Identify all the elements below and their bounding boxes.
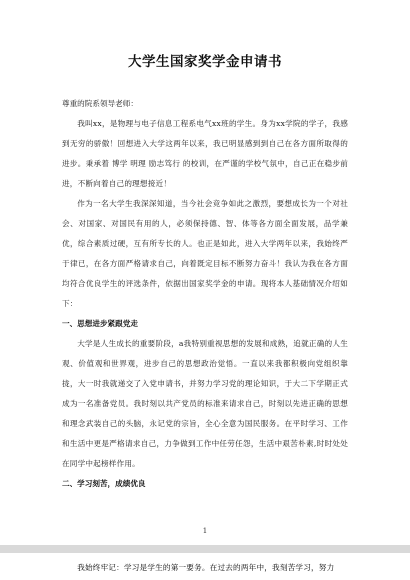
paragraph: 我叫xx，是物理与电子信息工程系电气xx班的学生。身为xx学院的学子，我感到无穷的骄傲！回想进入大学这两年以来，我已明显感到到自己在各方面所取得的进步。秉承着 博学 明理 励志笃行 的校训，在严谨的学校气氛中，自己正在稳步前进，不断向着自己的理想接近！ (62, 119, 348, 188)
paragraph: 大学是人生成长的重要阶段，a我特别重视思想的发展和成熟，追就正确的人生观、价值观和世界观，进步自己的思想政治觉悟。一直以来我都积极向党组织靠拢，大一时我就递交了入党申请书，并努力学习党的理论知识，于大二下学期正式成为一名准备党员。我时刻以共产党员的标准来请求自己，时刻以先进正确的思想和理念武装自己的头脑，永记党的宗旨，全心全意为国民服务。在平时学习、工作和生活中更是严格请求自己，力争做到工作中任劳任怨，生活中艰苦朴素,时时处处在同学中起榜样作用。 (62, 339, 348, 468)
paragraph: 作为一名大学生我深深知道，当今社会竞争如此之激烈，要想成长为一个对社会、对国家、对国民有用的人，必须保持德、智、体等各方面全面发展，品学兼优，综合素质过硬，互有所专长的人。也正是如此，进入大学两年以来，我始终严于律已，在各方面严格请求自己，向着既定目标不断努力奋斗！我认为我在各方面均符合优良学生的评选条件，依据出国家奖学金的申请。现将本人基础情况介绍如下： (62, 199, 348, 308)
next-page (0, 553, 410, 580)
page-number: 1 (202, 527, 208, 535)
section-heading: 二、学习刻苦，成绩优良 (62, 479, 146, 488)
section-heading: 一、思想进步紧跟党走 (62, 319, 138, 328)
paragraph: 我始终牢记：学习是学生的第一要务。在过去的两年中，我刻苦学习，努力 (77, 563, 335, 572)
greeting: 尊重的院系领导老师： (62, 99, 138, 108)
document-title: 大学生国家奖学金申请书 (128, 54, 282, 70)
